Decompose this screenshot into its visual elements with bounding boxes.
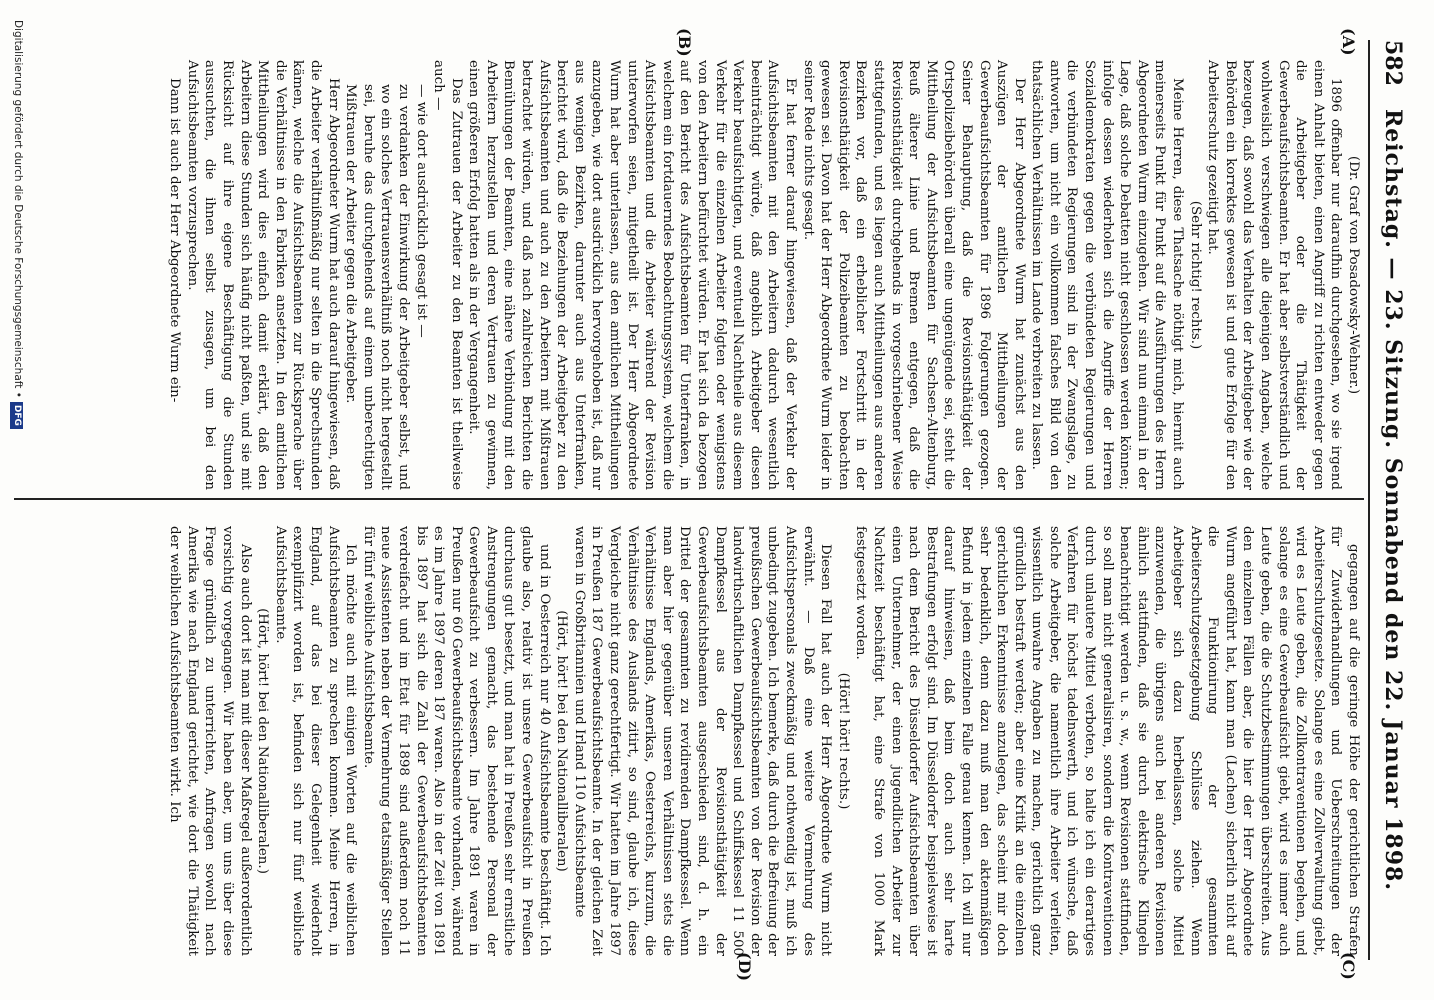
page-header [1372, 40, 1406, 960]
interjection: (Hört, hört! bei den Nationalliberalen) [554, 610, 570, 872]
interjection: (Hört, hört! bei den Nationalliberalen.) [255, 608, 271, 874]
paragraph: Also auch dort ist man mit dieser Maßregel außerordentlich vorsichtig vorgegangen. Wir haben aber, um uns über diese Frage gründlich zu unterrichten, Anfragen sowohl nach Amerika wie nach England gerichtet, wie dort die Thätigkeit der weiblichen Aufsichtsbeamten wirkt. Ich [167, 526, 253, 956]
margin-marker-b: (B) [675, 28, 694, 57]
right-column [166, 526, 1362, 956]
digitization-credit [6, 20, 24, 980]
dfg-logo: DFG [10, 402, 23, 429]
paragraph: Diesen Fall hat auch der Herr Abgeordnete Wurm nicht erwähnt. — Daß eine weitere Vermehrung des Aufsichtspersonals zweckmäßig und nothwendig ist, muß ich unbedingt zugeben. Ich bemerke, daß durch die Befreiung der preußischen Gewerbeaufsichtsbeamten von der Revision der landwirthschaftlichen Dampfkessel und Schiffskessel 11 500 Dampfkessel aus der Revisionsthätigkeit der Gewerbeaufsichtsbeamten ausgeschieden sind, d. h. ein Drittel der gesammten zu revidirenden Dampfkessel. Wenn man aber hier gegenüber unseren Verhältnissen stets die Verhältnisse Englands, Amerikas, Oesterreichs, kurzum, die Verhältnisse des Auslands zitirt, so sind, glaube ich, diese Vergleiche nicht ganz gerechtfertigt. Wir hatten im Jahre 1897 in Preußen 187 Gewerbeaufsichtsbeamte. In der gleichen Zeit waren in Großbritannien und Irland 110 Aufsichtsbeamte [571, 526, 834, 956]
paragraph: gegangen auf die geringe Höhe der gerichtlichen Strafen für Zuwiderhandlungen und Ueberschreitungen der Arbeiterschutzgesetze. Solange es eine Zollverwaltung giebt, wird es Leute geben, die Zollkontraventionen begehen, und solange es eine Gewerbeaufsicht giebt, wird es immer auch Leute geben, die die Schutzbestimmungen überschreiten. Aus den einzelnen Fällen aber, die hier der Herr Abgeordnete Wurm angeführt hat, kann man (Lachen) sicherlich nicht auf die Funktionirung der gesammten Arbeiterschutzgesetzgebung Schlüsse ziehen. Wenn Arbeitgeber sich dazu herbeilassen, solche Mittel anzuwenden, die übrigens auch bei anderen Revisionen ähnlich stattfinden, daß sie durch elektrische Klingeln benachrichtigt werden u. s. w., wenn Revisionen stattfinden, so soll man nicht generalisiren, sondern die Kontraventionen durch unlautere Mittel verboten, so halte ich ein derartiges Verfahren für höchst tadelnswerth, und ich wünsche, daß solche Arbeitgeber, die namentlich ihre Arbeiter verleiten, wissentlich unwahre Angaben zu machen, gerichtlich ganz gründlich bestraft werden; aber eine Kritik an die einzelnen gerichtlichen Erkenntnisse anzulegen, das scheint mir doch sehr bedenklich, denn dazu muß man den aktenmäßigen Befund in jedem einzelnen Falle genau kennen. Ich will nur darauf hinweisen, daß beim doch auch sehr harte Bestrafungen erfolgt sind. Im Düsseldorfer beispielsweise ist nach dem Bericht des Düsseldorfer Aufsichtsbeamten über einen Unternehmer, der einen jugendlichen Arbeiter zur Nachtzeit beschäftigt hat, eine Strafe von 1000 Mark festgesetzt worden. [853, 526, 1361, 956]
header-rule [1368, 40, 1370, 960]
margin-marker-c: (C) [1339, 952, 1358, 980]
paragraph: Der Herr Abgeordnete Wurm hat zunächst aus den Auszügen der amtlichen Mittheilungen der Gewerbeaufsichtsbeamten für 1896 Folgerungen gezogen. Seiner Behauptung, daß die Revisionsthätigkeit der Ortspolizeibehörden überall eine ungenügende sei, steht die Mittheilung der Aufsichtsbeamten für Sachsen-Altenburg, Reuß älterer Linie und Bremen entgegen, daß die Revisionsthätigkeit durchgehends in vorgeschriebener Weise stattgefunden, und es liegen auch Mittheilungen aus anderen Bezirken vor, daß ein erheblicher Fortschritt in der Revisionsthätigkeit der Polizeibeamten zu beobachten gewesen sei. Davon hat der Herr Abgeordnete Wurm leider in seiner Rede nichts gesagt. [800, 60, 1027, 490]
paragraph: Das Zutrauen der Arbeiter zu den Beamten ist theilweise auch — [431, 60, 464, 490]
paragraph: Dann ist auch der Herr Abgeordnete Wurm ein- [167, 78, 183, 403]
page-number: 582 [1380, 40, 1406, 86]
quote: zu verdanken der Einwirkung der Arbeitgeber selbst, und wo ein solches Vertrauensverhältniß noch nicht hergestellt sei, beruhe das durchgehends auf einem unberechtigten Mißtrauen der Arbeiter gegen die Arbeitgeber. [343, 84, 411, 490]
interjection: (Hört! hört! rechts.) [835, 672, 851, 810]
interjection: (Sehr richtig! rechts.) [1187, 200, 1203, 350]
paragraph: Herr Abgeordneter Wurm hat auch darauf hingewiesen, daß die Arbeiter verhältnißmäßig nur selten in die Sprechstunden kämen, welche die Aufsichtsbeamten zur Rücksprache über die Verhältnisse in den Fabriken ansetzten. In den amtlichen Mittheilungen wird dies einfach damit erklärt, daß den Arbeitern diese Stunden sich häufig nicht paßten, und sie mit Rücksicht auf ihre eigene Beschäftigung die Stunden aussuchten, die ihnen selbst zusagen, um bei den Aufsichtsbeamten vorzusprechen. [184, 60, 341, 490]
paragraph: und in Oesterreich nur 40 Aufsichtsbeamte beschäftigt. Ich glaube also, relativ ist unsere Gewerbeaufsicht in Preußen durchaus gut besetzt, und man hat in Preußen sehr ernstliche Anstrengungen gemacht, das bestehende Personal der Gewerbeaufsicht zu verbessern. Im Jahre 1891 waren in Preußen nur 60 Gewerbeaufsichtsbeamte vorhanden, während es im Jahre 1897 deren 187 waren. Also in der Zeit von 1891 bis 1897 hat sich die Zahl der Gewerbeaufsichtsbeamten verdreifacht und im Etat für 1898 sind außerdem noch 11 neue Assistenten neben der Vermehrung etatsmäßiger Stellen für fünf weibliche Aufsichtsbeamte. [360, 526, 552, 956]
left-column [166, 60, 1362, 490]
margin-marker-a: (A) [1339, 28, 1358, 56]
paragraph: Meine Herren, diese Thatsache nöthigt mich, hiermit auch meinerseits Punkt für Punkt auf die Ausführungen des Herrn Abgeordneten Wurm einzugehen. Wir sind nun einmal in der Lage, daß solche Debatten nicht geschlossen werden können; infolge dessen wiederholen sich die Angriffe der Herren Sozialdemokraten gegen die verbündeten Regierungen und die verbündeten Regierungen sind in der Zwangslage, zu antworten, um nicht ein vollkommen falsches Bild von den thatsächlichen Verhältnissen im Lande verbreiten zu lassen. [1029, 60, 1186, 490]
speaker-name: (Dr. Graf von Posadowsky-Wehner.) [1346, 155, 1361, 395]
paragraph: 1896 offenbar nur daraufhin durchgesehen, wo sie irgend einen Anhalt bieten, einen Angriff zu richten entweder gegen die Arbeitgeber oder die Thätigkeit der Gewerbeaufsichtsbeamten. Er hat aber selbstverständlich und wohlweislich verschwiegen alle diejenigen Angaben, welche bezeugen, daß sowohl das Verhalten der Arbeitgeber wie der Behörden ein korrektes gewesen ist und gute Erfolge für den Arbeiterschutz gezeitigt hat. [1205, 60, 1344, 490]
quote: — wie dort ausdrücklich gesagt ist — [413, 84, 429, 338]
credit-text: Digitalisierung gefördert durch die Deutsche Forschungsgemeinschaft • [12, 20, 24, 398]
paragraph: Er hat ferner darauf hingewiesen, daß der Verkehr der Aufsichtsbeamten mit den Arbeitern dadurch wesentlich beeinträchtigt würde, daß angeblich Arbeitgeber diesen Verkehr beaufsichtigten, und eventuell Nachtheile aus diesem Verkehr für die einzelnen Arbeiter folgten oder wenigstens von den Arbeitern befürchtet würden. Er hat sich da bezogen auf den Bericht des Aufsichtsbeamten für Unterfranken, in welchem ein fortdauerndes Beobachtungssystem, welchem die Aufsichtsbeamten und die Arbeiter während der Revision unterworfen seien, mitgetheilt ist. Der Herr Abgeordnete Wurm hat aber unterlassen, aus den amtlichen Mittheilungen anzugeben, wie dort ausdrücklich hervorgehoben ist, daß nur aus wenigen Bezirken, darunter auch aus Unterfranken, berichtet wird, daß die Beziehungen der Arbeitgeber zu den Aufsichtsbeamten und auch zu den Arbeitern mit Mißtrauen betrachtet würden, und daß nach zahlreichen Berichten die Bemühungen der Beamten, eine nähere Verbindung mit den Arbeitern herzustellen und deren Vertrauen zu gewinnen, einen größeren Erfolg hatten als in der Vergangenheit. [466, 60, 798, 490]
column-divider [14, 498, 1364, 500]
paragraph: Ich möchte auch mit einigen Worten auf die weiblichen Aufsichtsbeamten zu sprechen kommen. Meine Herren, in England, auf das bei dieser Gelegenheit wiederholt exemplifizirt worden ist, befinden sich nur fünf weibliche Aufsichtsbeamte. [272, 526, 359, 956]
page-title: Reichstag. — 23. Sitzung. Sonnabend den 22. Januar 1898. [1380, 109, 1406, 891]
margin-marker-d: (D) [735, 952, 754, 982]
